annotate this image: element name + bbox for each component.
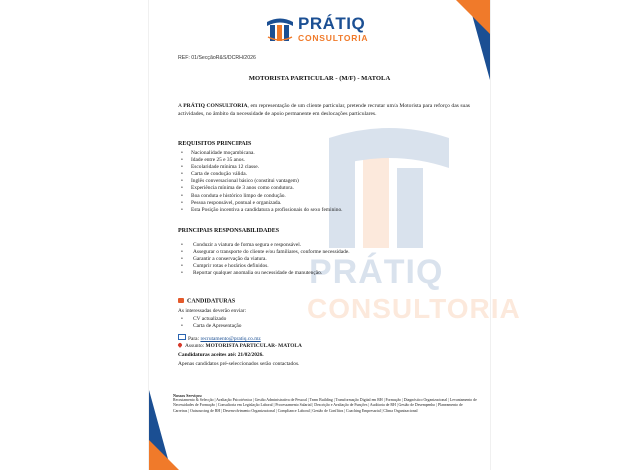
list-item: • Boa conduta e histórico limpo de condução. [179, 193, 469, 200]
logo-wordmark: PRÁTIQ [298, 14, 366, 33]
list-item: • Reportar qualquer anomalia ou necessidade de manutenção. [179, 270, 469, 277]
responsabilidades-list [179, 242, 469, 277]
list-item: • Inglês conversacional básico (constitui vantagem) [179, 178, 469, 185]
assunto-line [178, 343, 302, 349]
services-footer [173, 393, 477, 414]
list-item: • Idade entre 25 e 35 anos. [179, 157, 469, 164]
responsabilidades-heading: PRINCIPAIS RESPONSABILIDADES [178, 228, 280, 234]
logo-subtitle: CONSULTORIA [298, 33, 369, 43]
candidaturas-intro: As interessadas deverão enviar: [178, 308, 247, 314]
corner-accent-bottom-left [149, 440, 179, 470]
list-item: • Garantir a conservação da viatura. [179, 256, 469, 263]
footer-heading: Nossos Serviços: [173, 393, 203, 398]
requisitos-list [179, 150, 469, 214]
corner-accent-top-right [456, 0, 490, 34]
footer-services-text: Recrutamento & Selecção | Avaliação Psicotécnica | Gestão Administrativa de Pessoal | Team Building | Transformação Digital em RH | Formação | Diagnóstico Organizacional | Levantamento de Necessidades de Formação | Consultoria em Legislação Laboral | Processamento Salarial | Descrição e Avaliação de Funções | Auditoria de RH | Gestão de Desempenho | Planeamento de Carreiras | Outsourcing de RH | Desenvolvimento Organizacional | Compliance Laboral | Gestão de Conflitos | Coaching Empresarial | Clima Organizacional [173, 398, 477, 413]
deadline-text: Candidaturas aceites até: 21/02/2026. [178, 352, 264, 358]
list-item: • Pessoa responsável, pontual e organizada. [179, 200, 469, 207]
intro-paragraph [178, 102, 470, 118]
list-item: • Assegurar o transporte do cliente e/ou familiares, conforme necessidade. [179, 249, 469, 256]
assunto-label: Assunto: [185, 343, 205, 349]
mailbox-icon [178, 298, 184, 303]
pratiq-logo-icon [266, 16, 294, 42]
list-item: • Carta de condução válida. [179, 171, 469, 178]
email-icon [178, 334, 186, 340]
job-title: MOTORISTA PARTICULAR - (M/F) - MATOLA [248, 75, 391, 82]
list-item: • Carta de Apresentação [179, 323, 469, 330]
list-item: • Conduzir a viatura de forma segura e responsável. [179, 242, 469, 249]
list-item: • Escolaridade mínima 12 classe. [179, 164, 469, 171]
reference-number: REF: 01/SecçãoR&S/DCRH/2026 [178, 55, 256, 61]
list-item: • Nacionalidade moçambicana. [179, 150, 469, 157]
para-label: Para: [188, 336, 200, 342]
watermark-word-pratiq: PRÁTIQ [309, 253, 444, 291]
watermark-word-consultoria: CONSULTORIA [307, 293, 521, 324]
email-line [178, 334, 261, 342]
intro-company: PRÁTIQ CONSULTORIA [183, 103, 248, 109]
note-text: Apenas candidatos pré-seleccionados serão contactados. [178, 361, 300, 367]
list-item: • Cumprir rotas e horários definidos. [179, 263, 469, 270]
email-link[interactable]: recrutamento@pratiq.co.mz [200, 336, 261, 342]
intro-text: , em representação de um cliente particular, pretende recrutar um/a Motorista para reforço das suas actividades, no âmbito da necessidade de apoio permanente em deslocações particulares. [178, 103, 470, 117]
candidaturas-heading [178, 298, 235, 305]
intro-prefix: A [178, 103, 184, 109]
document-page [149, 0, 521, 470]
candidaturas-heading-text: CANDIDATURAS [187, 298, 236, 305]
list-item: • Experiência mínima de 3 anos como condutora. [179, 185, 469, 192]
candidaturas-list [179, 316, 469, 330]
requisitos-heading: REQUISITOS PRINCIPAIS [178, 141, 252, 147]
pin-icon [177, 342, 183, 348]
list-item: • CV actualizado [179, 316, 469, 323]
pratiq-logo [266, 12, 386, 46]
assunto-value: MOTORISTA PARTICULAR- MATOLA [205, 343, 302, 349]
list-item: • Esta Posição incentiva a candidatura a profissionais do sexo feminino. [179, 207, 469, 214]
